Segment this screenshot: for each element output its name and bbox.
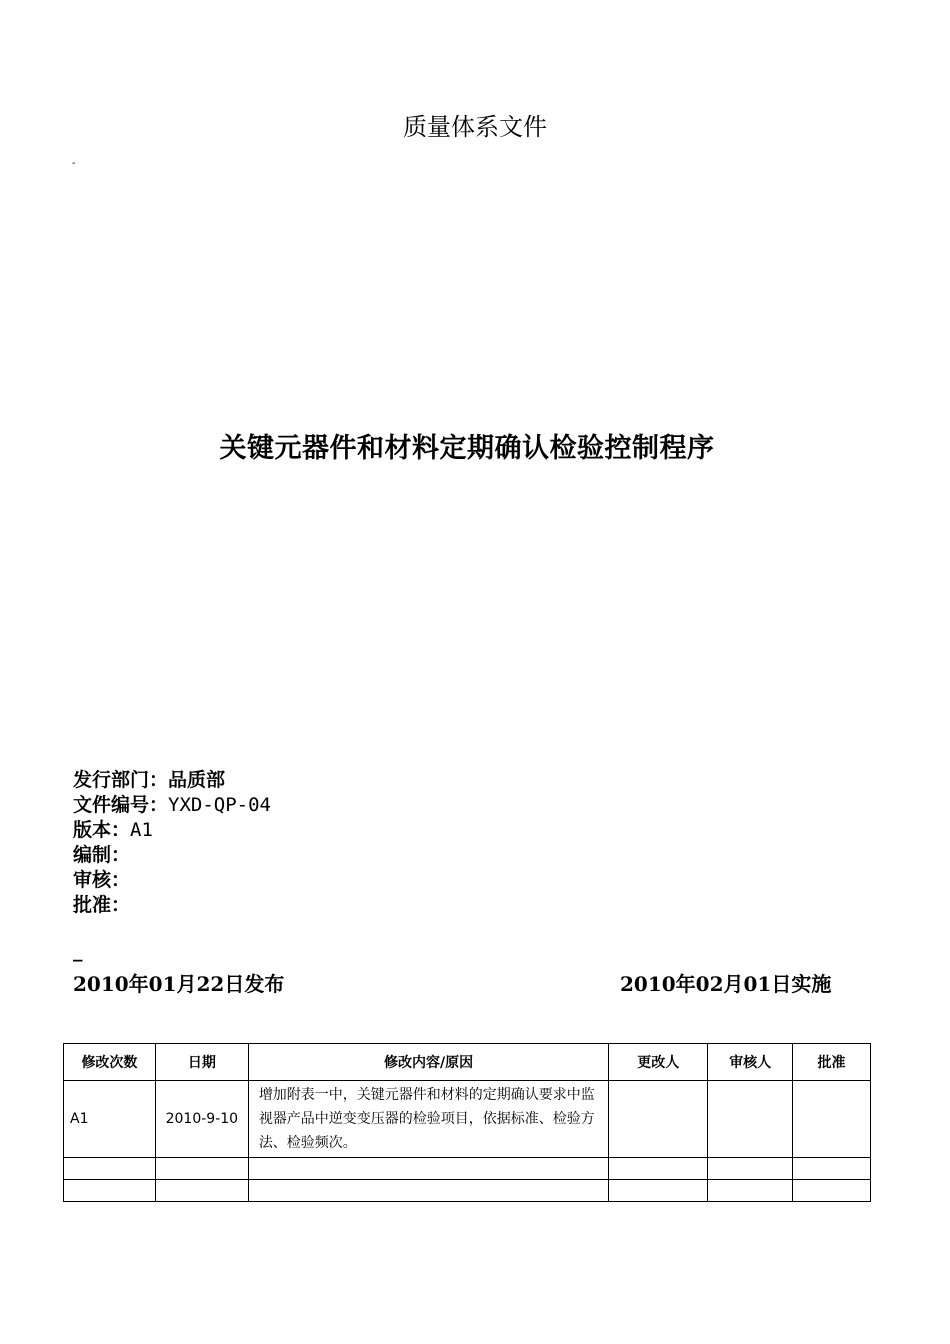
header-date: 日期 (155, 1044, 248, 1081)
meta-version (73, 818, 271, 843)
document-title: 关键元器件和材料定期确认检验控制程序 (219, 433, 715, 464)
cell-reviewer (708, 1158, 793, 1180)
cell-changer (609, 1158, 708, 1180)
cell-changer (609, 1180, 708, 1202)
meta-document-number-label: 文件编号： (73, 794, 169, 816)
meta-author (73, 843, 271, 868)
header-mark: - (72, 158, 76, 169)
header-approver: 批准 (793, 1044, 871, 1081)
cell-approver (793, 1180, 871, 1202)
cell-date (155, 1180, 248, 1202)
header-content-reason: 修改内容/原因 (248, 1044, 608, 1081)
cell-reviewer (708, 1180, 793, 1202)
cell-content (248, 1158, 608, 1180)
revision-table (63, 1043, 871, 1202)
meta-approver-label: 批准： (73, 894, 131, 916)
cell-changer (609, 1081, 708, 1158)
cell-approver (793, 1158, 871, 1180)
meta-author-label: 编制： (73, 844, 131, 866)
cell-approver (793, 1081, 871, 1158)
cell-reviewer (708, 1081, 793, 1158)
meta-department-value: 品质部 (168, 769, 226, 791)
table-row (64, 1081, 871, 1158)
cell-revision: A1 (64, 1081, 156, 1158)
revision-table-header (64, 1044, 871, 1081)
cell-date (155, 1158, 248, 1180)
meta-approver (73, 893, 271, 918)
table-row (64, 1158, 871, 1180)
meta-version-value: A1 (130, 819, 153, 841)
cell-revision (64, 1158, 156, 1180)
meta-department (73, 768, 271, 793)
cell-content (248, 1180, 608, 1202)
header-title: 质量体系文件 (403, 113, 547, 141)
publish-date: 2010年01月22日发布 (73, 972, 285, 996)
cell-revision (64, 1180, 156, 1202)
meta-reviewer-label: 审核： (73, 869, 131, 891)
cell-content: 增加附表一中，关键元器件和材料的定期确认要求中监视器产品中逆变变压器的检验项目，依据标准、检验方法、检验频次。 (248, 1081, 608, 1158)
meta-document-number (73, 793, 271, 818)
header-changer: 更改人 (609, 1044, 708, 1081)
meta-reviewer (73, 868, 271, 893)
separator-mark: _ (73, 940, 83, 962)
header-reviewer: 审核人 (708, 1044, 793, 1081)
cell-date: 2010-9-10 (155, 1081, 248, 1158)
header-revision-count: 修改次数 (64, 1044, 156, 1081)
meta-department-label: 发行部门： (73, 769, 169, 791)
effective-date: 2010年02月01日实施 (620, 972, 832, 996)
meta-version-label: 版本： (73, 819, 131, 841)
document-meta (73, 768, 271, 918)
table-row (64, 1180, 871, 1202)
meta-document-number-value: YXD-QP-04 (168, 794, 271, 816)
